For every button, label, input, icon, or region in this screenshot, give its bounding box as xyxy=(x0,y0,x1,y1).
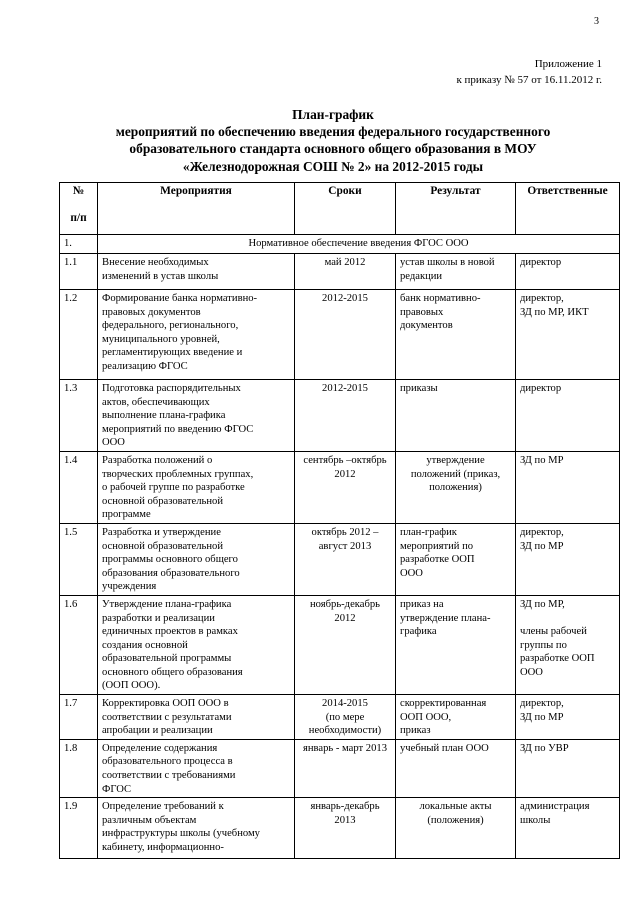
cell-result-line: мероприятий по xyxy=(400,540,474,552)
cell-activity-line: основной образовательной xyxy=(102,540,223,552)
cell-activity-line: учреждения xyxy=(102,581,157,593)
cell-num-line: 1.2 xyxy=(64,293,78,304)
cell-result-line: приказы xyxy=(400,383,438,394)
cell-result-line: утверждение плана- xyxy=(400,612,491,624)
cell-activity-line: соответствии с требованиями xyxy=(102,770,236,782)
cell-deadline-line: 2012-2015 xyxy=(322,383,368,394)
cell-deadline-line: сентябрь –октябрь xyxy=(303,454,387,466)
cell-activity-line: основной образовательной xyxy=(102,495,223,507)
cell-responsible xyxy=(516,523,620,595)
cell-deadline-line: август 2013 xyxy=(318,540,372,552)
cell-responsible-line: ООО xyxy=(520,666,543,678)
cell-activity-line: разработки и реализации xyxy=(102,612,215,624)
title-line-2: мероприятий по обеспечению введения федерального государственного xyxy=(115,124,551,140)
header-number-line-2: п/п xyxy=(70,211,87,224)
cell-activity-line: программе xyxy=(102,509,151,521)
cell-result-line: локальные акты xyxy=(419,801,492,813)
cell-activity-line: регламентирующих введение и xyxy=(102,347,243,359)
cell-responsible-line: директор, xyxy=(520,293,564,304)
cell-activity-line: апробации и реализации xyxy=(102,725,213,737)
cell-activity-line: творческих проблемных группах, xyxy=(102,468,254,480)
cell-result xyxy=(396,290,516,380)
cell-activity-line: основного общего образования xyxy=(102,666,243,678)
cell-result-line: приказ на xyxy=(400,598,444,610)
section-title: Нормативное обеспечение введения ФГОС ООО xyxy=(98,235,620,254)
cell-deadline xyxy=(295,798,396,859)
cell-deadline-line: 2014-2015 xyxy=(322,698,368,710)
cell-activity-line: Определение требований к xyxy=(102,801,224,813)
cell-activity xyxy=(98,523,295,595)
cell-activity xyxy=(98,451,295,523)
cell-activity-line: мероприятий по введению ФГОС xyxy=(102,423,254,435)
cell-activity xyxy=(98,380,295,452)
appendix-line-1: Приложение 1 xyxy=(534,58,602,70)
cell-deadline xyxy=(295,695,396,740)
cell-activity-line: актов, обеспечивающих xyxy=(102,396,210,408)
cell-activity-line: Разработка положений о xyxy=(102,454,213,466)
cell-num-line: 1.8 xyxy=(64,742,78,754)
cell-activity xyxy=(98,254,295,290)
cell-result-line: приказ xyxy=(400,725,431,737)
cell-num-line: 1.7 xyxy=(64,698,78,710)
cell-num xyxy=(60,739,98,797)
cell-result-line: графика xyxy=(400,626,437,638)
cell-deadline xyxy=(295,380,396,452)
cell-deadline-line: январь-декабрь xyxy=(310,801,380,813)
cell-responsible-line: ЗД по МР xyxy=(520,454,564,466)
title-line-4: «Железнодорожная СОШ № 2» на 2012-2015 годы xyxy=(182,158,484,174)
cell-responsible xyxy=(516,380,620,452)
cell-activity-line: ФГОС xyxy=(102,783,132,795)
cell-responsible-line: ЗД по МР xyxy=(520,711,564,723)
cell-responsible-line: ЗД по МР xyxy=(520,540,564,552)
cell-num xyxy=(60,695,98,740)
cell-activity-line: Подготовка распорядительных xyxy=(102,383,241,394)
cell-result xyxy=(396,695,516,740)
cell-activity-line: изменений в устав школы xyxy=(102,270,219,282)
cell-responsible xyxy=(516,451,620,523)
appendix-note xyxy=(456,56,602,88)
page-number: 3 xyxy=(594,16,599,27)
cell-activity xyxy=(98,595,295,694)
cell-num xyxy=(60,290,98,380)
cell-responsible xyxy=(516,254,620,290)
cell-num-line: 1.6 xyxy=(64,598,78,610)
cell-responsible xyxy=(516,798,620,859)
cell-activity-line: создания основной xyxy=(102,639,188,651)
cell-result-line: (положения) xyxy=(427,814,484,826)
cell-deadline-line: необходимости) xyxy=(308,725,382,737)
cell-result xyxy=(396,798,516,859)
cell-deadline xyxy=(295,523,396,595)
cell-deadline xyxy=(295,595,396,694)
cell-result xyxy=(396,254,516,290)
cell-responsible-line: директор xyxy=(520,257,562,268)
cell-result xyxy=(396,595,516,694)
cell-responsible-line: директор, xyxy=(520,526,564,538)
header-number xyxy=(60,183,98,235)
cell-activity xyxy=(98,695,295,740)
cell-activity-line: Разработка и утверждение xyxy=(102,526,221,538)
cell-responsible-line: ЗД по МР, xyxy=(520,598,565,610)
table-row xyxy=(60,523,620,595)
cell-activity-line: муниципального уровней, xyxy=(102,333,220,345)
cell-num xyxy=(60,595,98,694)
table-row xyxy=(60,595,620,694)
cell-activity-line: различным объектам xyxy=(102,814,197,826)
cell-responsible-line xyxy=(520,612,615,626)
cell-activity xyxy=(98,290,295,380)
table-row xyxy=(60,798,620,859)
cell-activity xyxy=(98,798,295,859)
table-row xyxy=(60,380,620,452)
cell-num-line: 1.5 xyxy=(64,526,78,538)
cell-activity-line: инфраструктуры школы (учебному xyxy=(102,828,260,840)
cell-responsible xyxy=(516,695,620,740)
cell-result-line: редакции xyxy=(400,270,443,282)
cell-result xyxy=(396,380,516,452)
cell-result-line: устав школы в новой xyxy=(400,257,495,268)
cell-result-line: план-график xyxy=(400,526,457,538)
cell-responsible xyxy=(516,290,620,380)
table-row xyxy=(60,739,620,797)
cell-result xyxy=(396,451,516,523)
plan-table xyxy=(59,182,620,859)
cell-result-line: учебный план ООО xyxy=(400,742,489,754)
cell-responsible-line: администрация xyxy=(520,801,590,813)
cell-result-line: ООО xyxy=(400,567,423,579)
cell-activity-line: реализацию ФГОС xyxy=(102,360,188,372)
cell-deadline-line: (по мере xyxy=(325,711,365,723)
cell-result xyxy=(396,739,516,797)
header-responsible: Ответственные xyxy=(516,183,620,235)
cell-responsible-line: разработке ООП xyxy=(520,653,595,665)
cell-responsible-line: школы xyxy=(520,814,551,826)
cell-num xyxy=(60,798,98,859)
cell-deadline xyxy=(295,254,396,290)
cell-activity-line: (ООП ООО). xyxy=(102,680,161,692)
cell-num xyxy=(60,451,98,523)
cell-activity-line: правовых документов xyxy=(102,306,201,318)
cell-responsible xyxy=(516,739,620,797)
cell-result-line: документов xyxy=(400,320,453,332)
cell-result-line: банк нормативно- xyxy=(400,293,481,304)
section-row xyxy=(60,235,620,254)
cell-num-line: 1.1 xyxy=(64,257,78,268)
cell-num xyxy=(60,523,98,595)
table-row xyxy=(60,254,620,290)
cell-activity-line: образовательной программы xyxy=(102,653,232,665)
header-result: Результат xyxy=(396,183,516,235)
cell-responsible xyxy=(516,595,620,694)
header-activity: Мероприятия xyxy=(98,183,295,235)
cell-activity-line: Внесение необходимых xyxy=(102,257,209,268)
cell-activity-line: федерального, регионального, xyxy=(102,320,239,332)
cell-result-line: ООП ООО, xyxy=(400,711,452,723)
cell-result-line: положений (приказ, xyxy=(410,468,501,480)
cell-deadline-line: май 2012 xyxy=(324,257,366,268)
cell-num-line: 1.3 xyxy=(64,383,78,394)
cell-activity-line: Утверждение плана-графика xyxy=(102,598,232,610)
cell-deadline xyxy=(295,451,396,523)
cell-deadline-line: октябрь 2012 – xyxy=(311,526,379,538)
cell-result-line: утверждение xyxy=(426,454,485,466)
cell-deadline-line: ноябрь-декабрь xyxy=(310,598,380,610)
table-row xyxy=(60,695,620,740)
section-number: 1. xyxy=(60,235,98,254)
cell-result xyxy=(396,523,516,595)
cell-activity-line: Корректировка ООП ООО в xyxy=(102,698,229,710)
cell-activity-line: Определение содержания xyxy=(102,742,218,754)
appendix-line-2: к приказу № 57 от 16.11.2012 г. xyxy=(456,74,602,86)
header-deadline: Сроки xyxy=(295,183,396,235)
cell-activity-line: о рабочей группе по разработке xyxy=(102,482,245,494)
cell-responsible-line: члены рабочей xyxy=(520,626,587,638)
cell-deadline-line: 2012 xyxy=(334,612,356,624)
cell-activity-line: образовательного процесса в xyxy=(102,756,233,768)
cell-activity-line: соответствии с результатами xyxy=(102,711,232,723)
cell-deadline xyxy=(295,739,396,797)
title-line-1: План-график xyxy=(292,107,374,122)
cell-responsible-line: группы по xyxy=(520,639,567,651)
cell-deadline-line: 2012-2015 xyxy=(322,293,368,304)
cell-activity-line: Формирование банка нормативно- xyxy=(102,293,258,304)
document-title xyxy=(60,106,606,175)
cell-responsible-line: ЗД по МР, ИКТ xyxy=(520,306,589,318)
cell-deadline xyxy=(295,290,396,380)
table-row xyxy=(60,451,620,523)
cell-result-line: правовых xyxy=(400,306,444,318)
cell-deadline-line: 2012 xyxy=(334,468,356,480)
cell-num-line: 1.4 xyxy=(64,454,78,466)
cell-result-line: скорректированная xyxy=(400,698,487,710)
cell-deadline-line: январь - март 2013 xyxy=(302,742,387,754)
cell-activity xyxy=(98,739,295,797)
cell-deadline-line: 2013 xyxy=(334,814,356,826)
cell-result-line: разработке ООП xyxy=(400,554,475,566)
cell-num xyxy=(60,380,98,452)
table-row xyxy=(60,290,620,380)
table-header-row xyxy=(60,183,620,235)
cell-responsible-line: ЗД по УВР xyxy=(520,742,569,754)
cell-activity-line: кабинету, информационно- xyxy=(102,842,224,853)
cell-num xyxy=(60,254,98,290)
cell-num-line: 1.9 xyxy=(64,801,78,813)
header-number-line-1: № xyxy=(72,185,85,197)
cell-activity-line: программы основного общего xyxy=(102,554,238,566)
title-line-3: образовательного стандарта основного общего образования в МОУ xyxy=(129,141,537,157)
cell-activity-line: единичных проектов в рамках xyxy=(102,626,238,638)
cell-responsible-line: директор xyxy=(520,383,562,394)
cell-result-line: положения) xyxy=(429,482,482,494)
cell-activity-line: выполнение плана-графика xyxy=(102,410,226,422)
cell-activity-line: образования образовательного xyxy=(102,567,240,579)
cell-activity-line: ООО xyxy=(102,437,125,449)
cell-responsible-line: директор, xyxy=(520,698,564,710)
